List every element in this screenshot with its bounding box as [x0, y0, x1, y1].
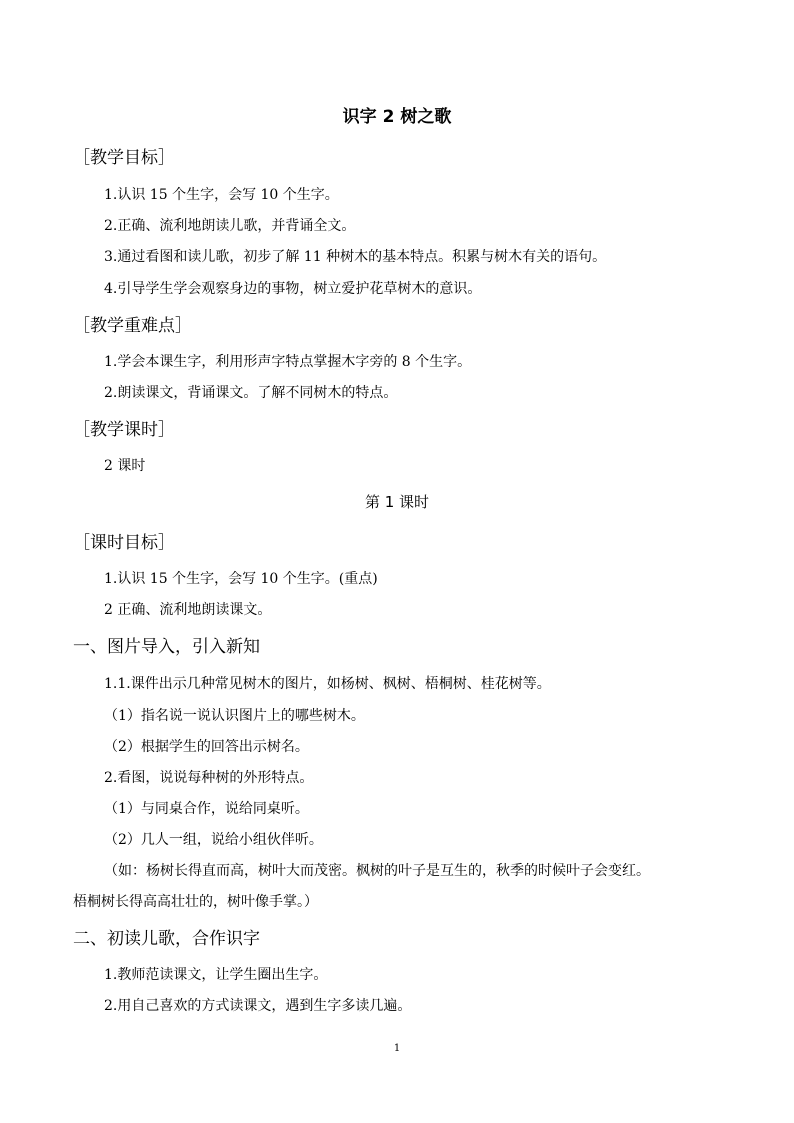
section-heading-teaching-goals: ［教学目标］ — [73, 148, 175, 168]
goal-item-3: 3.通过看图和读儿歌，初步了解 11 种树木的基本特点。积累与树木有关的语句。 — [104, 249, 607, 265]
document-title: 识字 2 树之歌 — [342, 107, 452, 127]
part-one-line-2: （1）指名说一说认识图片上的哪些树木。 — [104, 708, 365, 724]
lesson-title: 第 1 课时 — [364, 493, 430, 511]
part-one-line-8: 梧桐树长得高高壮壮的，树叶像手掌。） — [73, 894, 318, 910]
goal-item-2: 2.正确、流利地朗读儿歌，并背诵全文。 — [104, 218, 356, 234]
class-hours-value: 2 课时 — [104, 458, 146, 474]
part-one-line-7: （如：杨树长得直而高，树叶大而茂密。枫树的叶子是互生的，秋季的时候叶子会变红。 — [104, 863, 650, 879]
part-one-heading: 一、图片导入，引入新知 — [73, 637, 260, 657]
part-one-line-6: （2）几人一组，说给小组伙伴听。 — [104, 832, 323, 848]
part-one-line-4: 2.看图，说说每种树的外形特点。 — [104, 770, 314, 786]
goal-item-4: 4.引导学生学会观察身边的事物，树立爱护花草树木的意识。 — [104, 281, 482, 297]
key-point-item-2: 2.朗读课文，背诵课文。了解不同树木的特点。 — [104, 385, 398, 401]
part-one-line-5: （1）与同桌合作，说给同桌听。 — [104, 801, 309, 817]
lesson-goal-item-2: 2 正确、流利地朗读课文。 — [104, 602, 272, 618]
page-number: 1 — [393, 1043, 401, 1054]
part-two-line-1: 1.教师范读课文，让学生圈出生字。 — [104, 967, 328, 983]
section-heading-key-difficulties: ［教学重难点］ — [73, 316, 192, 336]
part-two-line-2: 2.用自己喜欢的方式读课文，遇到生字多读几遍。 — [104, 998, 412, 1014]
section-heading-lesson-goals: ［课时目标］ — [73, 533, 175, 553]
part-one-line-3: （2）根据学生的回答出示树名。 — [104, 739, 309, 755]
key-point-item-1: 1.学会本课生字，利用形声字特点掌握木字旁的 8 个生字。 — [104, 354, 472, 370]
part-two-heading: 二、初读儿歌，合作识字 — [73, 929, 260, 949]
part-one-line-1: 1.1.课件出示几种常见树木的图片，如杨树、枫树、梧桐树、桂花树等。 — [104, 676, 551, 692]
lesson-goal-item-1: 1.认识 15 个生字，会写 10 个生字。(重点) — [104, 571, 378, 587]
section-heading-class-hours: ［教学课时］ — [73, 420, 175, 440]
goal-item-1: 1.认识 15 个生字，会写 10 个生字。 — [104, 187, 339, 203]
